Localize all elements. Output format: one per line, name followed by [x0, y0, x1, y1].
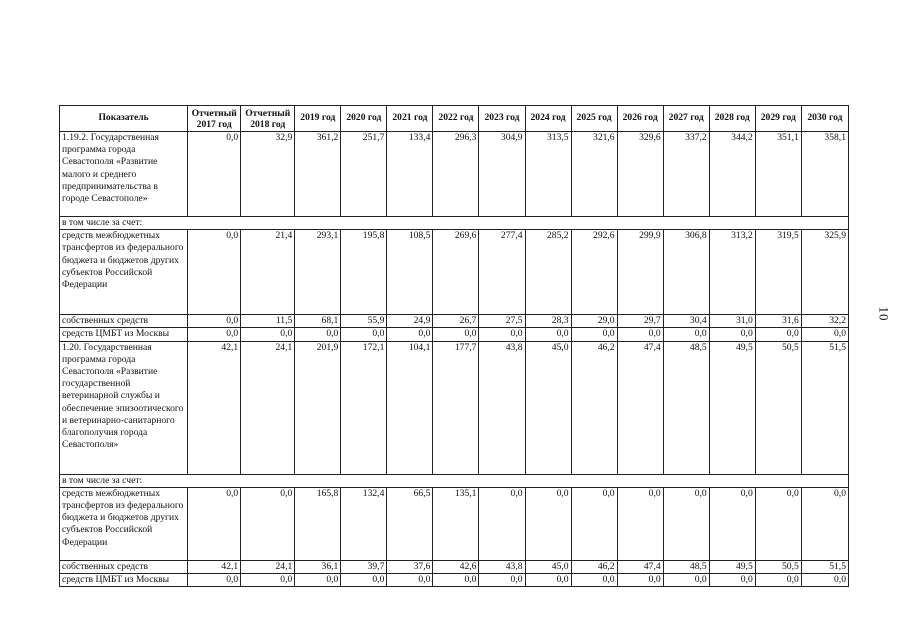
- value-cell: 11,5: [241, 315, 295, 328]
- value-cell: 32,2: [801, 315, 848, 328]
- value-cell: 0,0: [571, 574, 617, 587]
- value-cell: 0,0: [341, 574, 387, 587]
- value-cell: 39,7: [341, 560, 387, 573]
- value-cell: 0,0: [341, 328, 387, 341]
- value-cell: 0,0: [525, 328, 571, 341]
- header-cell: 2022 год: [433, 106, 479, 132]
- header-cell: 2027 год: [663, 106, 709, 132]
- value-cell: 135,1: [433, 487, 479, 560]
- value-cell: 269,6: [433, 230, 479, 315]
- value-cell: 0,0: [188, 230, 241, 315]
- value-cell: 0,0: [617, 328, 663, 341]
- value-cell: 337,2: [663, 132, 709, 217]
- value-cell: 0,0: [188, 487, 241, 560]
- value-cell: 195,8: [341, 230, 387, 315]
- value-cell: 132,4: [341, 487, 387, 560]
- value-cell: 313,5: [525, 132, 571, 217]
- header-cell: 2026 год: [617, 106, 663, 132]
- value-cell: 321,6: [571, 132, 617, 217]
- value-cell: 361,2: [295, 132, 341, 217]
- row-label: собственных средств: [60, 315, 188, 328]
- header-cell: Показатель: [60, 106, 188, 132]
- header-cell: Отчетный 2018 год: [241, 106, 295, 132]
- table-body: [60, 132, 849, 587]
- value-cell: 29,0: [571, 315, 617, 328]
- table-row: [60, 230, 849, 315]
- value-cell: 68,1: [295, 315, 341, 328]
- header-cell: 2030 год: [801, 106, 848, 132]
- value-cell: 104,1: [387, 341, 433, 474]
- value-cell: 0,0: [387, 574, 433, 587]
- value-cell: 0,0: [433, 574, 479, 587]
- page-number: 10: [876, 306, 892, 322]
- value-cell: 0,0: [188, 132, 241, 217]
- value-cell: 0,0: [663, 328, 709, 341]
- row-label: средств межбюджетных трансфертов из федерального бюджета и бюджетов других субъектов Российской Федерации: [60, 230, 188, 315]
- value-cell: 0,0: [617, 487, 663, 560]
- value-cell: 0,0: [479, 574, 525, 587]
- value-cell: 50,5: [755, 560, 801, 573]
- value-cell: 21,4: [241, 230, 295, 315]
- value-cell: 0,0: [709, 328, 755, 341]
- row-label: средств ЦМБТ из Москвы: [60, 328, 188, 341]
- value-cell: 251,7: [341, 132, 387, 217]
- value-cell: 177,7: [433, 341, 479, 474]
- value-cell: 28,3: [525, 315, 571, 328]
- value-cell: 0,0: [525, 487, 571, 560]
- value-cell: 304,9: [479, 132, 525, 217]
- table-row: [60, 217, 849, 230]
- value-cell: 26,7: [433, 315, 479, 328]
- row-label: в том числе за счет:: [60, 217, 849, 230]
- value-cell: 36,1: [295, 560, 341, 573]
- value-cell: 0,0: [188, 574, 241, 587]
- value-cell: 351,1: [755, 132, 801, 217]
- value-cell: 319,5: [755, 230, 801, 315]
- value-cell: 24,1: [241, 560, 295, 573]
- value-cell: 27,5: [479, 315, 525, 328]
- value-cell: 43,8: [479, 341, 525, 474]
- table-row: [60, 560, 849, 573]
- value-cell: 108,5: [387, 230, 433, 315]
- value-cell: 0,0: [188, 315, 241, 328]
- value-cell: 0,0: [295, 574, 341, 587]
- value-cell: 66,5: [387, 487, 433, 560]
- value-cell: 51,5: [801, 560, 848, 573]
- value-cell: 0,0: [801, 574, 848, 587]
- value-cell: 0,0: [571, 328, 617, 341]
- value-cell: 50,5: [755, 341, 801, 474]
- value-cell: 299,9: [617, 230, 663, 315]
- value-cell: 49,5: [709, 341, 755, 474]
- header-cell: 2019 год: [295, 106, 341, 132]
- header-cell: 2028 год: [709, 106, 755, 132]
- value-cell: 0,0: [617, 574, 663, 587]
- value-cell: 46,2: [571, 560, 617, 573]
- header-cell: 2021 год: [387, 106, 433, 132]
- row-label: в том числе за счет:: [60, 474, 849, 487]
- value-cell: 165,8: [295, 487, 341, 560]
- value-cell: 0,0: [188, 328, 241, 341]
- table-row: [60, 474, 849, 487]
- budget-table: [59, 105, 849, 587]
- value-cell: 325,9: [801, 230, 848, 315]
- value-cell: 42,6: [433, 560, 479, 573]
- value-cell: 133,4: [387, 132, 433, 217]
- value-cell: 296,3: [433, 132, 479, 217]
- value-cell: 0,0: [709, 487, 755, 560]
- value-cell: 43,8: [479, 560, 525, 573]
- table-header-row: [60, 106, 849, 132]
- value-cell: 45,0: [525, 560, 571, 573]
- value-cell: 47,4: [617, 341, 663, 474]
- value-cell: 0,0: [525, 574, 571, 587]
- value-cell: 0,0: [479, 487, 525, 560]
- table-row: [60, 328, 849, 341]
- value-cell: 51,5: [801, 341, 848, 474]
- value-cell: 285,2: [525, 230, 571, 315]
- value-cell: 24,1: [241, 341, 295, 474]
- row-label: собственных средств: [60, 560, 188, 573]
- table-row: [60, 315, 849, 328]
- header-cell: Отчетный 2017 год: [188, 106, 241, 132]
- value-cell: 37,6: [387, 560, 433, 573]
- row-label: средств межбюджетных трансфертов из федерального бюджета и бюджетов других субъектов Российской Федерации: [60, 487, 188, 560]
- value-cell: 0,0: [295, 328, 341, 341]
- value-cell: 46,2: [571, 341, 617, 474]
- value-cell: 277,4: [479, 230, 525, 315]
- value-cell: 172,1: [341, 341, 387, 474]
- value-cell: 0,0: [241, 487, 295, 560]
- value-cell: 48,5: [663, 560, 709, 573]
- value-cell: 344,2: [709, 132, 755, 217]
- value-cell: 0,0: [755, 487, 801, 560]
- value-cell: 0,0: [755, 574, 801, 587]
- value-cell: 358,1: [801, 132, 848, 217]
- value-cell: 0,0: [479, 328, 525, 341]
- value-cell: 48,5: [663, 341, 709, 474]
- value-cell: 0,0: [241, 328, 295, 341]
- value-cell: 55,9: [341, 315, 387, 328]
- value-cell: 306,8: [663, 230, 709, 315]
- value-cell: 313,2: [709, 230, 755, 315]
- value-cell: 0,0: [241, 574, 295, 587]
- value-cell: 0,0: [755, 328, 801, 341]
- header-cell: 2029 год: [755, 106, 801, 132]
- value-cell: 0,0: [571, 487, 617, 560]
- value-cell: 0,0: [709, 574, 755, 587]
- header-cell: 2023 год: [479, 106, 525, 132]
- table-row: [60, 574, 849, 587]
- value-cell: 45,0: [525, 341, 571, 474]
- header-cell: 2024 год: [525, 106, 571, 132]
- value-cell: 0,0: [387, 328, 433, 341]
- value-cell: 42,1: [188, 341, 241, 474]
- value-cell: 30,4: [663, 315, 709, 328]
- value-cell: 0,0: [433, 328, 479, 341]
- value-cell: 31,6: [755, 315, 801, 328]
- row-label: средств ЦМБТ из Москвы: [60, 574, 188, 587]
- value-cell: 0,0: [801, 487, 848, 560]
- value-cell: 201,9: [295, 341, 341, 474]
- header-cell: 2025 год: [571, 106, 617, 132]
- value-cell: 0,0: [663, 574, 709, 587]
- value-cell: 42,1: [188, 560, 241, 573]
- row-label: 1.20. Государственная программа города Севастополя «Развитие государственной ветеринарной службы и обеспечение эпизоотического и ветеринарно-санитарного благополучия города Севастополя»: [60, 341, 188, 474]
- value-cell: 29,7: [617, 315, 663, 328]
- value-cell: 292,6: [571, 230, 617, 315]
- table-row: [60, 132, 849, 217]
- value-cell: 293,1: [295, 230, 341, 315]
- value-cell: 47,4: [617, 560, 663, 573]
- value-cell: 24,9: [387, 315, 433, 328]
- value-cell: 31,0: [709, 315, 755, 328]
- row-label: 1.19.2. Государственная программа города Севастополя «Развитие малого и среднего предпринимательства в городе Севастополе»: [60, 132, 188, 217]
- table-row: [60, 487, 849, 560]
- value-cell: 0,0: [801, 328, 848, 341]
- value-cell: 0,0: [663, 487, 709, 560]
- header-cell: 2020 год: [341, 106, 387, 132]
- table-row: [60, 341, 849, 474]
- value-cell: 329,6: [617, 132, 663, 217]
- value-cell: 49,5: [709, 560, 755, 573]
- value-cell: 32,9: [241, 132, 295, 217]
